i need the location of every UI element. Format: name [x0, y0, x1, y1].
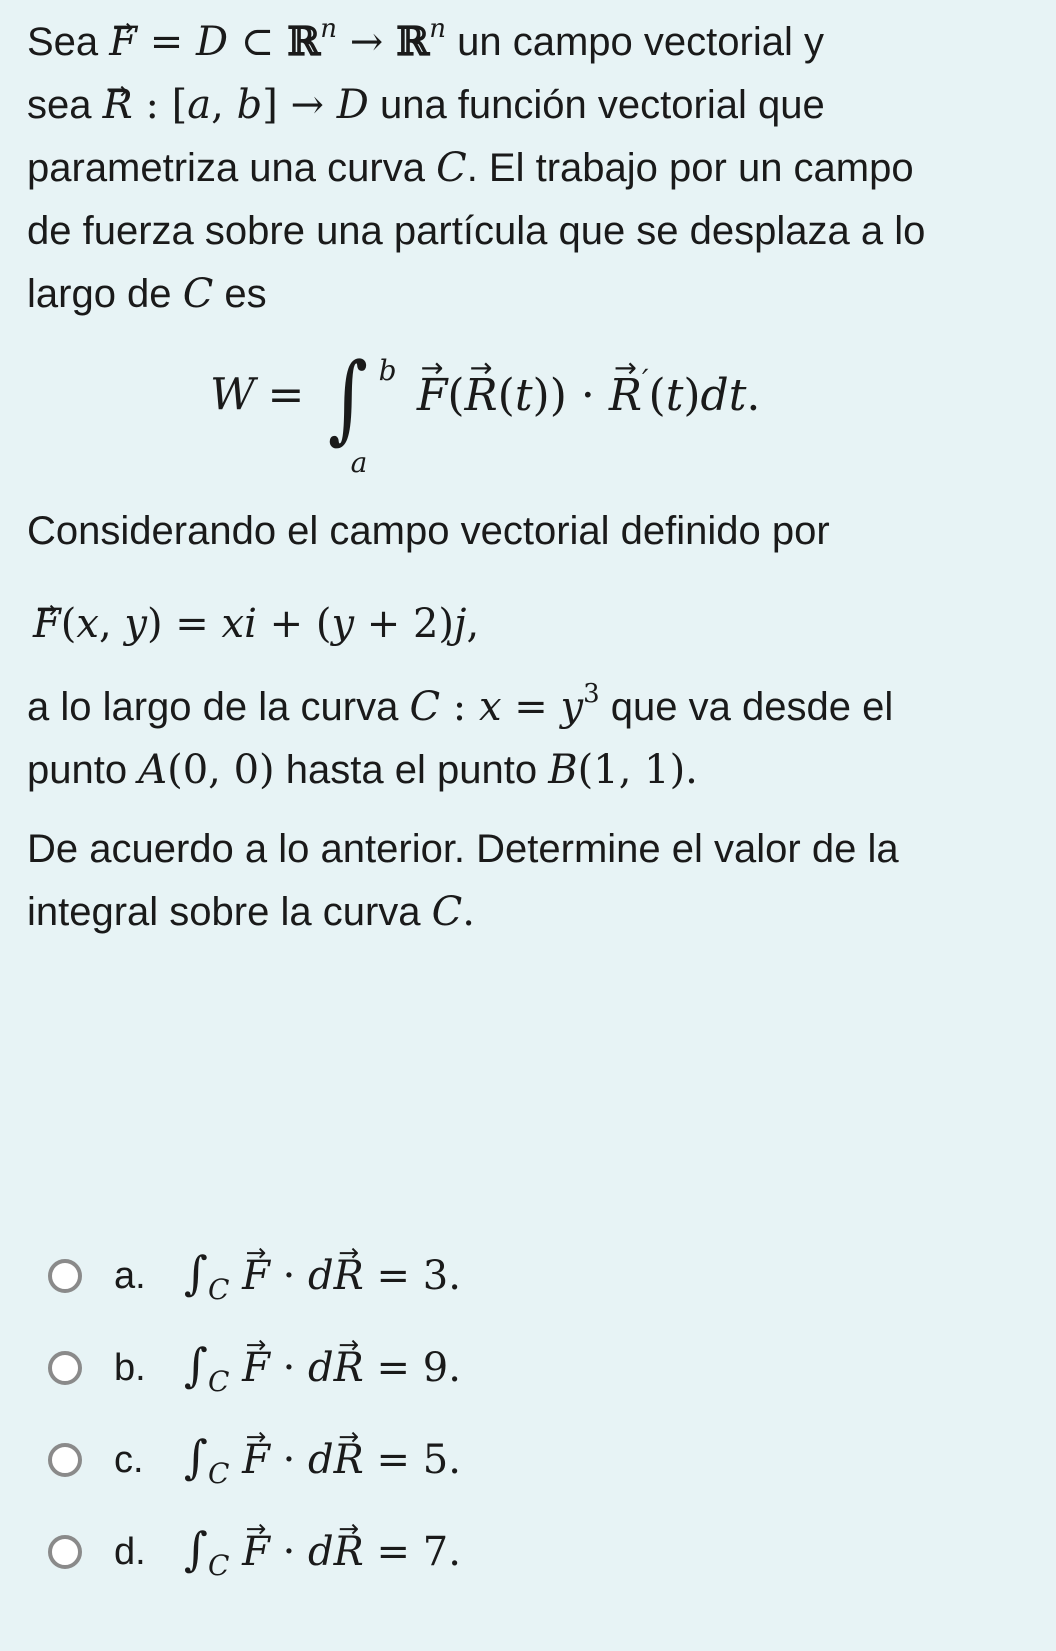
option-formula: $\int_C \to F \cdot d\to R = 3$.: [184, 1246, 461, 1306]
question-text: [27, 10, 1037, 326]
field-expression: → F(x, y) = xi + (y + 2)j,: [27, 593, 1037, 656]
option-letter: b.: [114, 1346, 146, 1389]
question-line-10: De acuerdo a lo anterior. Determine el valor de la: [27, 827, 899, 871]
question-line-4: de fuerza sobre una partícula que se desplaza a lo: [27, 209, 926, 253]
option-a[interactable]: [48, 1230, 948, 1322]
radio-button-a[interactable]: [48, 1259, 82, 1293]
question-line-9: punto A(0, 0) hasta el punto B(1, 1).: [27, 747, 698, 793]
option-formula: $\int_C \to F \cdot d\to R = 7$.: [184, 1522, 461, 1582]
question-line-1: Sea → F = D ⊂ ℝ$^n$ → ℝ$^n$ un campo vectorial y: [27, 10, 1037, 74]
question-line-5: largo de C es: [27, 271, 267, 317]
option-letter: d.: [114, 1530, 146, 1573]
question-line-11: integral sobre la curva C.: [27, 889, 475, 935]
option-formula: $\int_C \to F \cdot d\to R = 5$.: [184, 1430, 461, 1490]
question-text-2: [27, 500, 1037, 944]
radio-button-c[interactable]: [48, 1443, 82, 1477]
question-line-3: parametriza una curva C. El trabajo por un campo: [27, 145, 914, 191]
option-b[interactable]: [48, 1322, 948, 1414]
question-line-8: a lo largo de la curva C : $x = y^3$ que va desde el: [27, 678, 894, 730]
option-letter: a.: [114, 1254, 146, 1297]
radio-button-d[interactable]: [48, 1535, 82, 1569]
radio-button-b[interactable]: [48, 1351, 82, 1385]
option-c[interactable]: [48, 1414, 948, 1506]
question-line-6: Considerando el campo vectorial definido por: [27, 509, 830, 553]
option-letter: c.: [114, 1438, 144, 1481]
question-line-2: sea → R : [a, b] → D una función vectorial que: [27, 74, 1037, 137]
answer-options: [48, 1230, 948, 1598]
math-param-def: → R : [a, b] → D: [103, 82, 369, 128]
math-field-def: → F = D ⊂ ℝ$^n$ → ℝ$^n$: [109, 19, 446, 65]
option-formula: $\int_C \to F \cdot d\to R = 9$.: [184, 1338, 461, 1398]
work-integral-formula: W = ∫ b a → F(→ R(t)) · → R′(t)dt.: [210, 350, 760, 490]
option-d[interactable]: [48, 1506, 948, 1598]
